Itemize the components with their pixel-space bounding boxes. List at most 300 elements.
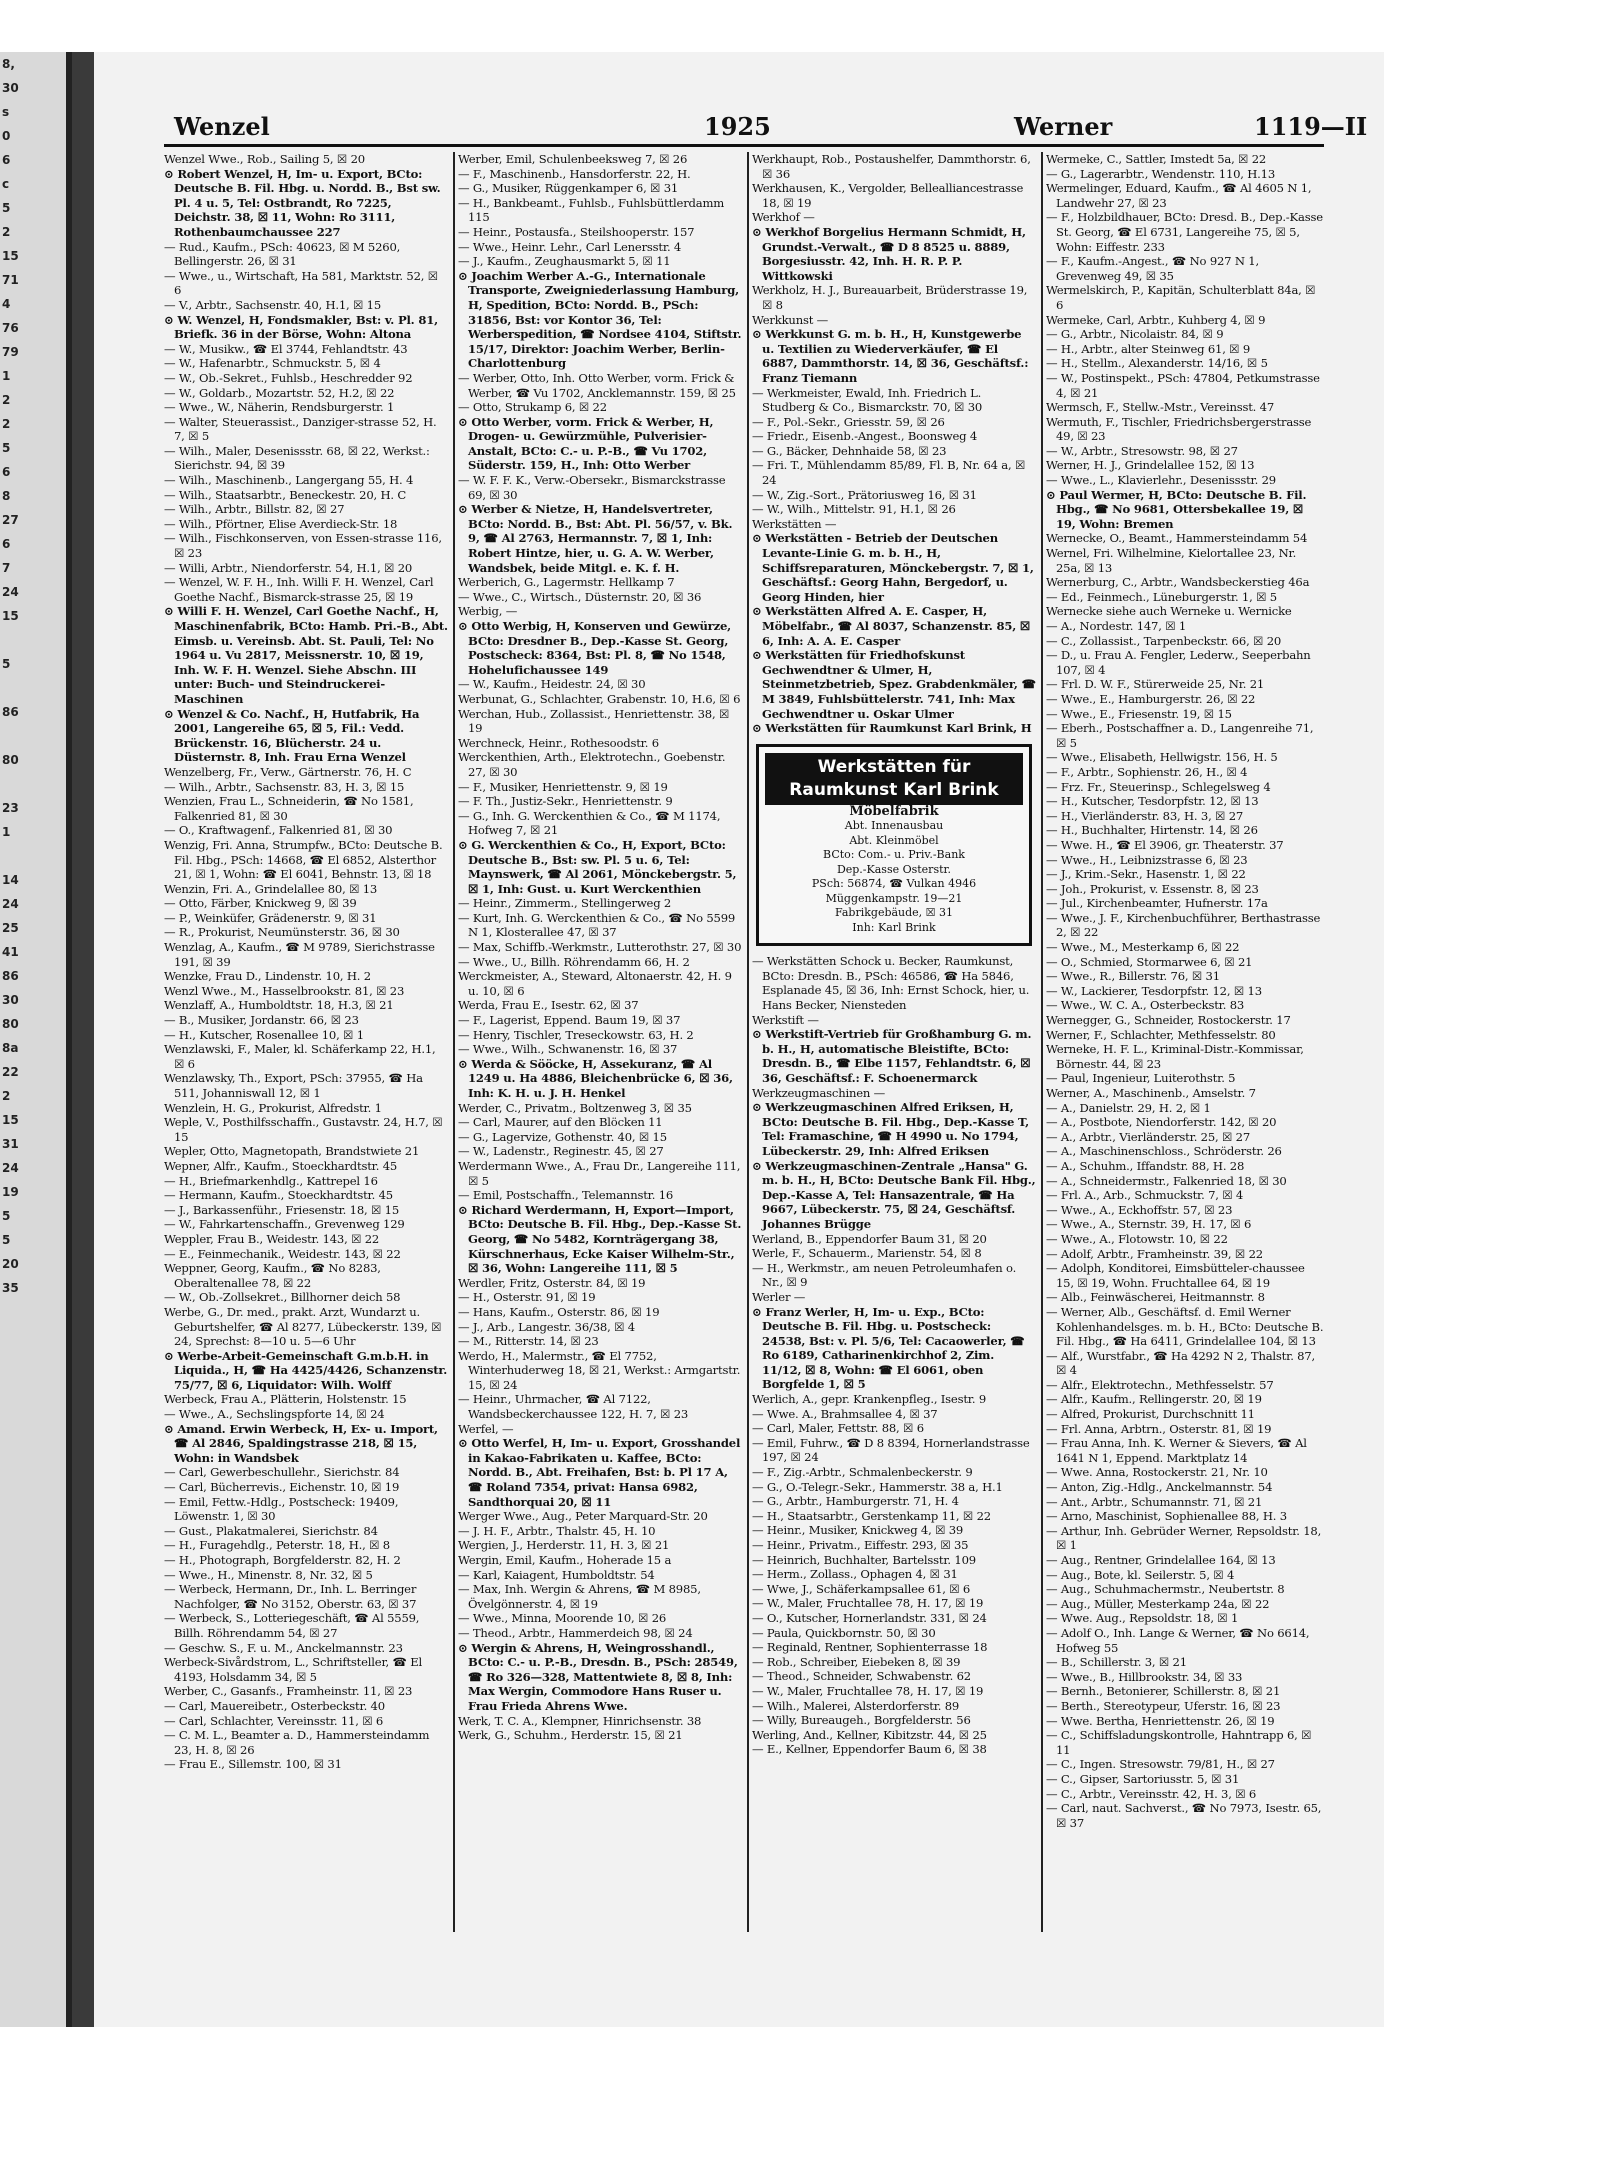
directory-entry: — B., Musiker, Jordanstr. 66, ☒ 23 [164, 1013, 359, 1028]
directory-entry: ⊙ Werkkunst G. m. b. H., H, Kunstgewerbe u. Textilien zu Wiederverkäufer, ☎ El 6887, Dammthorstr. 14, ☒ 36, Geschäftsf.: Franz Tiemann [752, 327, 1029, 385]
directory-entry: — H., Photograph, Borgfelderstr. 82, H. 2 [164, 1553, 401, 1567]
directory-column-4 [1046, 152, 1324, 1932]
directory-entry: — H., Vierländerstr. 83, H. 3, ☒ 27 [1046, 808, 1244, 823]
adjacent-page-fragment [0, 724, 66, 748]
directory-entry: — W., Maler, Fruchtallee 78, H. 17, ☒ 19 [752, 1596, 984, 1611]
directory-entry: — W., Hafenarbtr., Schmuckstr. 5, ☒ 4 [164, 356, 381, 371]
directory-entry: Wernecke, O., Beamt., Hammersteindamm 54 [1046, 531, 1308, 546]
directory-entry: — Werbeck, Hermann, Dr., Inh. L. Berringer Nachfolger, ☎ No 3152, Oberstr. 63, ☒ 37 [164, 1582, 417, 1611]
directory-entry: — Alfr., Elektrotechn., Methfesselstr. 57 [1046, 1377, 1274, 1392]
directory-entry: — D., u. Frau A. Fengler, Lederw., Seeperbahn 107, ☒ 4 [1046, 648, 1311, 677]
adjacent-page-fragment: 1 [2, 369, 11, 383]
directory-entry: — Heinr., Uhrmacher, ☎ Al 7122, Wandsbeckerchaussee 122, H. 7, ☒ 23 [458, 1392, 689, 1422]
directory-entry: — H., Kutscher, Rosenallee 10, ☒ 1 [164, 1027, 364, 1042]
directory-entry: Werner, F., Schlachter, Methfesselstr. 80 [1046, 1027, 1276, 1042]
adjacent-page-fragment: 6 [2, 465, 11, 479]
directory-entry: — J., Barkassenführ., Friesenstr. 18, ☒ 15 [164, 1202, 400, 1217]
directory-entry: Wenzig, Fri. Anna, Strumpfw., BCto: Deutsche B. Fil. Hbg., PSch: 14668, ☎ El 6852, Alsterthor 21, ☒ 1, Wohn: ☎ El 6041, Behnstr. 13, ☒ 18 [164, 837, 443, 882]
directory-entry: Wernegger, G., Schneider, Rostockerstr. 17 [1046, 1013, 1291, 1028]
adjacent-page-fragment [0, 772, 66, 796]
directory-entry: — Heinr., Postausfa., Steilshooperstr. 157 [458, 224, 695, 239]
directory-entry: — V., Arbtr., Sachsenstr. 40, H.1, ☒ 15 [164, 297, 382, 312]
directory-entry: — Adolf, Arbtr., Framheinstr. 39, ☒ 22 [1046, 1246, 1263, 1261]
directory-entry: — H., Kutscher, Tesdorpfstr. 12, ☒ 13 [1046, 794, 1259, 809]
directory-entry: ⊙ Richard Werdermann, H, Export—Import, BCto: Deutsche B. Fil. Hbg., Dep.-Kasse St. Georg, ☎ No 5482, Kornträgergang 38, Kürschnerhaus, Ecke Kaiser Wilhelm-Str., ☒ 36, Wohn: Langereihe 111, ☒ 5 [458, 1202, 742, 1276]
directory-entry: Wermsch, F., Stellw.-Mstr., Vereinsst. 47 [1046, 400, 1275, 415]
adjacent-page-fragment: 23 [2, 801, 19, 815]
directory-entry: Weppler, Frau B., Weidestr. 143, ☒ 22 [164, 1231, 380, 1246]
directory-entry: — Heinrich, Buchhalter, Bartelsstr. 109 [752, 1552, 976, 1567]
directory-entry: — H., Furagehdlg., Peterstr. 18, H., ☒ 8 [164, 1538, 390, 1553]
directory-entry: Werle, F., Schauerm., Marienstr. 54, ☒ 8 [752, 1246, 982, 1261]
directory-entry: — Wilh., Staatsarbtr., Beneckestr. 20, H. C [164, 487, 407, 502]
directory-entry: — Rud., Kaufm., PSch: 40623, ☒ M 5260, Bellingerstr. 26, ☒ 31 [164, 239, 401, 269]
directory-entry: — Emil, Postschaffn., Telemannstr. 16 [458, 1188, 674, 1203]
adjacent-page-fragment: 5 [2, 201, 11, 215]
directory-entry: — Werkstätten Schock u. Becker, Raumkunst, BCto: Dresdn. B., PSch: 46586, ☎ Ha 5846, Esplanade 45, ☒ 36, Inh: Ernst Schock, hier, u. Hans Becker, Niensteden [752, 954, 1030, 1013]
directory-entry: — Carl, Schlachter, Vereinsstr. 11, ☒ 6 [164, 1713, 384, 1728]
directory-entry: — Eberh., Postschaffner a. D., Langenreihe 71, ☒ 5 [1046, 721, 1314, 750]
directory-entry: Werber, Emil, Schulenbeeksweg 7, ☒ 26 [458, 152, 688, 166]
directory-entry: Werfel, — [458, 1421, 514, 1436]
directory-entry: — Wilh., Malerei, Alsterdorferstr. 89 [752, 1698, 960, 1713]
directory-entry: — Wilh., Fischkonserven, von Essen-strasse 116, ☒ 23 [164, 531, 442, 561]
adjacent-page-fragment: 1 [2, 825, 11, 839]
directory-entry: ⊙ Wergin & Ahrens, H, Weingrosshandl., BCto: C.- u. P.-B., Dresdn. B., PSch: 28549, ☎ Ro 326—328, Mattentwiete 8, ☒ 8, Inh: Max Wergin, Commodore Hans Ruser u. Frau Frieda Ahrens Wwe. [458, 1640, 738, 1713]
directory-entry: — A., Danielstr. 29, H. 2, ☒ 1 [1046, 1100, 1211, 1115]
directory-entry: — Wilh., Pförtner, Elise Averdieck-Str. 18 [164, 516, 398, 531]
directory-entry: — F., Musiker, Henriettenstr. 9, ☒ 19 [458, 779, 668, 794]
directory-entry: Werner, A., Maschinenb., Amselstr. 7 [1046, 1086, 1256, 1100]
directory-entry: — C., Schiffsladungskontrolle, Hahntrapp 6, ☒ 11 [1046, 1728, 1312, 1757]
directory-entry: Wergien, J., Herderstr. 11, H. 3, ☒ 21 [458, 1538, 670, 1553]
directory-entry: Wenzlaff, A., Humboldtstr. 18, H.3, ☒ 21 [164, 998, 394, 1013]
directory-entry: — Wwe. H., ☎ El 3906, gr. Theaterstr. 37 [1046, 837, 1284, 852]
directory-entry: — Henry, Tischler, Treseckowstr. 63, H. 2 [458, 1027, 694, 1042]
directory-entry: — Karl, Kaiagent, Humboldtstr. 54 [458, 1567, 655, 1582]
directory-entry: — A., Maschinenschloss., Schröderstr. 26 [1046, 1144, 1282, 1159]
directory-entry: — Carl, Maler, Fettstr. 88, ☒ 6 [752, 1421, 924, 1436]
directory-entry: — Alf., Wurstfabr., ☎ Ha 4292 N 2, Thalstr. 87, ☒ 4 [1046, 1348, 1316, 1378]
adjacent-page-fragment: 31 [2, 1137, 19, 1151]
directory-entry: — Wwe., H., Leibnizstrasse 6, ☒ 23 [1046, 852, 1248, 867]
directory-entry: Werdler, Fritz, Osterstr. 84, ☒ 19 [458, 1275, 646, 1290]
directory-entry: — Carl, Gewerbeschullehr., Sierichstr. 84 [164, 1465, 400, 1480]
directory-entry: — Wwe., B., Hillbrookstr. 34, ☒ 33 [1046, 1669, 1243, 1684]
directory-entry: ⊙ Wenzel & Co. Nachf., H, Hutfabrik, Ha 2001, Langereihe 65, ☒ 5, Fil.: Vedd. Brückenstr. 16, Blücherstr. 24 u. Düsternstr. 8, Inh. Frau Erna Wenzel [164, 706, 420, 765]
directory-entry: ⊙ Otto Werbig, H, Konserven und Gewürze, BCto: Dresdner B., Dep.-Kasse St. Georg, Postscheck: 8364, Bst: Pl. 8, ☎ No 1548, Hohelufichaussee 149 [458, 619, 731, 677]
directory-entry: Werbig, — [458, 604, 518, 619]
directory-entry: Wenzin, Fri. A., Grindelallee 80, ☒ 13 [164, 881, 378, 896]
directory-entry: ⊙ Werkstätten Alfred A. E. Casper, H, Möbelfabr., ☎ Al 8037, Schanzenstr. 85, ☒ 6, Inh: A. A. E. Casper [752, 604, 1031, 648]
directory-entry: — Wwe., W., Näherin, Rendsburgerstr. 1 [164, 400, 395, 415]
directory-entry: — J., Arb., Langestr. 36/38, ☒ 4 [458, 1319, 635, 1334]
directory-entry: — Aug., Schuhmachermstr., Neubertstr. 8 [1046, 1582, 1285, 1597]
directory-entry: — Friedr., Eisenb.-Angest., Boonsweg 4 [752, 429, 978, 444]
directory-entry: — Adolf O., Inh. Lange & Werner, ☎ No 6614, Hofweg 55 [1046, 1625, 1310, 1655]
directory-entry: — Rob., Schreiber, Eiebeken 8, ☒ 39 [752, 1654, 961, 1669]
directory-entry: — Walter, Steuerassist., Danziger-strasse 52, H. 7, ☒ 5 [164, 414, 437, 444]
directory-entry: — W., Zig.-Sort., Prätoriusweg 16, ☒ 31 [752, 487, 977, 502]
directory-columns [164, 152, 1324, 1932]
directory-entry: — Otto, Färber, Knickweg 9, ☒ 39 [164, 896, 357, 911]
directory-entry: — Wilh., Arbtr., Billstr. 82, ☒ 27 [164, 502, 345, 517]
directory-entry: ⊙ Willi F. H. Wenzel, Carl Goethe Nachf., H, Maschinenfabrik, BCto: Hamb. Pri.-B., Abt. Eimsb. u. Vereinsb. Abt. St. Pauli, Tel: No 1964 u. Vu 2817, Meissnerstr. 10, ☒ 19, Inh. W. F. H. Wenzel. Siehe Abschn. III unter: Buch- und Steindruckerei-Maschinen [164, 604, 448, 706]
directory-entry: — Wwe. Aug., Repsoldstr. 18, ☒ 1 [1046, 1611, 1239, 1626]
column-3-entries-bottom [752, 954, 1036, 1757]
directory-entry: Werk, T. C. A., Klempner, Hinrichsenstr. 38 [458, 1713, 702, 1728]
adjacent-page-fragment: 24 [2, 1161, 19, 1175]
directory-entry: — E., Feinmechanik., Weidestr. 143, ☒ 22 [164, 1246, 401, 1261]
adjacent-page-fragment: 7 [2, 561, 11, 575]
adjacent-page-fragment: 14 [2, 873, 19, 887]
directory-entry: — Wwe., u., Wirtschaft, Ha 581, Marktstr. 52, ☒ 6 [164, 268, 438, 298]
directory-entry: — Hans, Kaufm., Osterstr. 86, ☒ 19 [458, 1304, 660, 1319]
adjacent-page-fragment: 2 [2, 393, 11, 407]
directory-entry: — Berth., Stereotypeur, Uferstr. 16, ☒ 23 [1046, 1698, 1281, 1713]
directory-entry: Werger Wwe., Aug., Peter Marquard-Str. 20 [458, 1509, 708, 1524]
advertisement-line: Abt. Innenausbau [844, 819, 944, 833]
directory-entry: — M., Ritterstr. 14, ☒ 23 [458, 1334, 599, 1349]
directory-entry: — W. F. F. K., Verw.-Obersekr., Bismarckstrasse 69, ☒ 30 [458, 473, 726, 502]
directory-entry: — A., Schuhm., Iffandstr. 88, H. 28 [1046, 1158, 1245, 1173]
directory-entry: — W., Musikw., ☎ El 3744, Fehlandtstr. 43 [164, 341, 408, 356]
directory-entry: Werchneck, Heinr., Rothesoodstr. 6 [458, 735, 659, 750]
directory-entry: Werkkunst — [752, 312, 829, 327]
directory-entry: — H., Buchhalter, Hirtenstr. 14, ☒ 26 [1046, 823, 1258, 838]
directory-entry: — Werner, Alb., Geschäftsf. d. Emil Werner Kohlenhandelsges. m. b. H., BCto: Deutsche B. Fil. Hbg., ☎ Ha 6411, Grindelallee 104, ☒ 13 [1046, 1304, 1324, 1349]
directory-entry: — Wwe., R., Billerstr. 76, ☒ 31 [1046, 969, 1220, 984]
adjacent-page-fragment: 86 [2, 705, 19, 719]
directory-entry: Werlich, A., gepr. Krankenpfleg., Isestr. 9 [752, 1392, 987, 1407]
directory-entry: — Frl. A., Arb., Schmuckstr. 7, ☒ 4 [1046, 1188, 1244, 1203]
adjacent-page-fragment: 6 [2, 153, 11, 167]
header-page-number: 1119—II [1254, 112, 1368, 141]
adjacent-page-fragment: 8, [2, 57, 15, 71]
directory-entry: Wernel, Fri. Wilhelmine, Kielortallee 23, Nr. 25a, ☒ 13 [1046, 546, 1297, 575]
directory-entry: ⊙ Otto Werfel, H, Im- u. Export, Grosshandel in Kakao-Fabrikaten u. Kaffee, BCto: Nordd. B., Abt. Freihafen, Bst: b. Pl 17 A, ☎ Roland 7354, privat: Hansa 6982, Sandthorquai 20, ☒ 11 [458, 1436, 741, 1509]
column-divider [453, 152, 455, 1932]
directory-entry: — O., Kraftwagenf., Falkenried 81, ☒ 30 [164, 823, 393, 838]
directory-entry: — Wwe. Anna, Rostockerstr. 21, Nr. 10 [1046, 1465, 1268, 1480]
advertisement-line: Inh: Karl Brink [852, 920, 936, 934]
advertisement-lines [765, 805, 1023, 936]
directory-entry: — Joh., Prokurist, v. Essenstr. 8, ☒ 23 [1046, 881, 1259, 896]
adjacent-page-fragment: 6 [2, 537, 11, 551]
directory-entry: — Wwe., Heinr. Lehr., Carl Lenersstr. 4 [458, 239, 682, 254]
adjacent-page-fragment: 15 [2, 1113, 19, 1127]
directory-entry: — Wenzel, W. F. H., Inh. Willi F. H. Wenzel, Carl Goethe Nachf., Bismarck-strasse 25, ☒ 19 [164, 575, 434, 604]
directory-entry: — Gust., Plakatmalerei, Sierichstr. 84 [164, 1523, 378, 1538]
directory-entry: — Ant., Arbtr., Schumannstr. 71, ☒ 21 [1046, 1494, 1263, 1509]
directory-entry: Wepler, Otto, Magnetopath, Brandstwiete 21 [164, 1144, 420, 1159]
directory-entry: — Arthur, Inh. Gebrüder Werner, Repsoldstr. 18, ☒ 1 [1046, 1523, 1322, 1553]
directory-entry: — C., Ingen. Stresowstr. 79/81, H., ☒ 27 [1046, 1757, 1275, 1772]
adjacent-page-edge [0, 52, 72, 2027]
directory-entry: Werner, H. J., Grindelallee 152, ☒ 13 [1046, 458, 1255, 473]
header-last-name: Werner [1014, 112, 1113, 141]
directory-entry: — Emil, Fettw.-Hdlg., Postscheck: 19409, Löwenstr. 1, ☒ 30 [164, 1494, 399, 1524]
directory-entry: Werkhaupt, Rob., Postaushelfer, Dammthorstr. 6, ☒ 36 [752, 152, 1031, 181]
directory-entry: Wermuth, F., Tischler, Friedrichsbergerstrasse 49, ☒ 23 [1046, 414, 1312, 444]
directory-entry: — Jul., Kirchenbeamter, Hufnerstr. 17a [1046, 896, 1268, 911]
directory-entry: Werneke, H. F. L., Kriminal-Distr.-Kommissar, Börnestr. 44, ☒ 23 [1046, 1042, 1304, 1071]
directory-entry: — Adolph, Konditorei, Eimsbütteler-chaussee 15, ☒ 19, Wohn. Fruchtallee 64, ☒ 19 [1046, 1261, 1305, 1290]
directory-entry: Werdo, H., Malermstr., ☎ El 7752, Winterhuderweg 18, ☒ 21, Werkst.: Armgartstr. 15, ☒ 24 [458, 1348, 741, 1392]
directory-entry: Wernerburg, C., Arbtr., Wandsbeckerstieg 46a [1046, 575, 1310, 590]
directory-entry: — J. H. F., Arbtr., Thalstr. 45, H. 10 [458, 1523, 656, 1538]
directory-entry: — Wwe., J. F., Kirchenbuchführer, Berthastrasse 2, ☒ 22 [1046, 910, 1321, 940]
directory-entry: — F., Holzbildhauer, BCto: Dresd. B., Dep.-Kasse St. Georg, ☎ El 6731, Langereihe 75, ☒ 5, Wohn: Eiffestr. 233 [1046, 210, 1323, 254]
directory-entry: — Emil, Fuhrw., ☎ D 8 8394, Hornerlandstrasse 197, ☒ 24 [752, 1435, 1030, 1465]
directory-entry: ⊙ Werda & Sööcke, H, Assekuranz, ☎ Al 1249 u. Ha 4886, Bleichenbrücke 6, ☒ 36, Inh: K. H. u. J. H. Henkel [458, 1056, 733, 1100]
directory-entry: ⊙ Werbe-Arbeit-Gemeinschaft G.m.b.H. in Liquida., H, ☎ Ha 4425/4426, Schanzenstr. 75/77, ☒ 6, Liquidator: Wilh. Wolff [164, 1348, 448, 1392]
directory-entry: — Reginald, Rentner, Sophienterrasse 18 [752, 1640, 988, 1655]
directory-entry: Werk, G., Schuhm., Herderstr. 15, ☒ 21 [458, 1728, 683, 1743]
directory-entry: — Herm., Zollass., Ophagen 4, ☒ 31 [752, 1567, 958, 1582]
directory-entry: — Aug., Bote, kl. Seilerstr. 5, ☒ 4 [1046, 1567, 1235, 1582]
directory-entry: — F., Zig.-Arbtr., Schmalenbeckerstr. 9 [752, 1465, 973, 1480]
directory-entry: — Wwe., L., Klavierlehr., Desenissstr. 29 [1046, 473, 1276, 488]
directory-entry: — W., Lackierer, Tesdorpfstr. 12, ☒ 13 [1046, 983, 1262, 998]
directory-entry: — W., Goldarb., Mozartstr. 52, H.2, ☒ 22 [164, 385, 395, 400]
directory-entry: — F., Pol.-Sekr., Griesstr. 59, ☒ 26 [752, 414, 945, 429]
directory-entry: — W., Maler, Fruchtallee 78, H. 17, ☒ 19 [752, 1683, 984, 1698]
adjacent-page-fragment: 0 [2, 129, 11, 143]
directory-entry: — W., Wilh., Mittelstr. 91, H.1, ☒ 26 [752, 502, 956, 517]
directory-entry: Werkholz, H. J., Bureauarbeit, Brüderstrasse 19, ☒ 8 [752, 283, 1028, 312]
directory-entry: — Wwe., A., Sternstr. 39, H. 17, ☒ 6 [1046, 1217, 1252, 1232]
directory-entry: Wenzl Wwe., M., Hasselbrookstr. 81, ☒ 23 [164, 983, 405, 998]
adjacent-page-fragment: 24 [2, 585, 19, 599]
directory-entry: — Anton, Zig.-Hdlg., Anckelmannstr. 54 [1046, 1480, 1273, 1495]
directory-entry: — W., Ob.-Zollsekret., Billhorner deich 58 [164, 1290, 401, 1305]
directory-entry: Wenzelberg, Fr., Verw., Gärtnerstr. 76, H. C [164, 764, 412, 779]
directory-entry: Wernecke siehe auch Werneke u. Wernicke [1046, 604, 1292, 619]
directory-entry: Werler — [752, 1289, 806, 1304]
column-3-entries-top [752, 152, 1036, 736]
header-first-name: Wenzel [174, 112, 270, 141]
directory-entry: — O., Schmied, Stormarwee 6, ☒ 21 [1046, 954, 1253, 969]
adjacent-page-fragment: 22 [2, 1065, 19, 1079]
directory-entry: — Fri. T., Mühlendamm 85/89, Fl. B, Nr. 64 a, ☒ 24 [752, 458, 1026, 488]
directory-entry: — Willy, Bureaugeh., Borgfelderstr. 56 [752, 1713, 971, 1728]
directory-entry: — Max, Inh. Wergin & Ahrens, ☎ M 8985, Övelgönnerstr. 4, ☒ 19 [458, 1582, 701, 1611]
directory-entry: — Werbeck, S., Lotteriegeschäft, ☎ Al 5559, Billh. Röhrendamm 54, ☒ 27 [164, 1611, 420, 1640]
directory-entry: Weppner, Georg, Kaufm., ☎ No 8283, Oberaltenallee 78, ☒ 22 [164, 1261, 381, 1290]
directory-entry: — J., Krim.-Sekr., Hasenstr. 1, ☒ 22 [1046, 867, 1246, 882]
column-divider [1041, 152, 1043, 1932]
directory-entry: — H., Bankbeamt., Fuhlsb., Fuhlsbüttlerdamm 115 [458, 195, 725, 225]
directory-entry: Werbeck-Sivårdstrom, L., Schriftsteller, ☎ El 4193, Holsdamm 34, ☒ 5 [164, 1655, 423, 1684]
directory-entry: — Ed., Feinmech., Lüneburgerstr. 1, ☒ 5 [1046, 589, 1277, 604]
directory-entry: — A., Arbtr., Vierländerstr. 25, ☒ 27 [1046, 1129, 1251, 1144]
directory-entry: Werkstift — [752, 1012, 819, 1027]
adjacent-page-fragment [0, 676, 66, 700]
directory-entry: — G., Lagervize, Gothenstr. 40, ☒ 15 [458, 1129, 667, 1144]
directory-entry: — G., Musiker, Rüggenkamper 6, ☒ 31 [458, 181, 679, 196]
directory-entry: — Carl, Maurer, auf den Blöcken 11 [458, 1115, 663, 1130]
adjacent-page-fragment: 24 [2, 897, 19, 911]
directory-entry: — F., Lagerist, Eppend. Baum 19, ☒ 37 [458, 1013, 681, 1028]
advertisement-box [756, 744, 1032, 947]
directory-entry: — Frz. Fr., Steuerinsp., Schlegelsweg 4 [1046, 779, 1271, 794]
directory-entry: — Wwe., Wilh., Schwanenstr. 16, ☒ 37 [458, 1042, 678, 1057]
directory-entry: — Wwe., E., Friesenstr. 19, ☒ 15 [1046, 706, 1232, 721]
directory-entry: ⊙ Werkstift-Vertrieb für Großhamburg G. m. b. H., H, automatische Bleistifte, BCto: Dresdn. B., ☎ Elbe 1157, Fehlandtstr. 6, ☒ 36, Geschäftsf.: F. Schoenermarck [752, 1027, 1032, 1085]
directory-entry: Wermelskirch, P., Kapitän, Schulterblatt 84a, ☒ 6 [1046, 283, 1316, 312]
directory-entry: — F., Maschinenb., Hansdorferstr. 22, H. [458, 166, 691, 181]
directory-entry: — A., Nordestr. 147, ☒ 1 [1046, 619, 1187, 633]
directory-entry: — F., Kaufm.-Angest., ☎ No 927 N 1, Grevenweg 49, ☒ 35 [1046, 254, 1259, 283]
directory-entry: — Kurt, Inh. G. Werckenthien & Co., ☎ No 5599 N 1, Klosterallee 47, ☒ 37 [458, 910, 736, 940]
directory-entry: — Wwe., H., Minenstr. 8, Nr. 32, ☒ 5 [164, 1567, 373, 1582]
directory-entry: ⊙ Werkhof Borgelius Hermann Schmidt, H, Grundst.-Verwalt., ☎ D 8 8525 u. 8889, Borgesiusstr. 42, Inh. H. R. P. P. Wittkowski [752, 224, 1026, 283]
directory-entry: — Frl. Anna, Arbtrn., Osterstr. 81, ☒ 19 [1046, 1421, 1272, 1436]
directory-entry: — H., Werkmstr., am neuen Petroleumhafen o. Nr., ☒ 9 [752, 1260, 1017, 1290]
directory-entry: — Alb., Feinwäscherei, Heitmannstr. 8 [1046, 1290, 1265, 1305]
directory-entry: Werdermann Wwe., A., Frau Dr., Langereihe 111, ☒ 5 [458, 1158, 741, 1188]
directory-entry: — C., Zollassist., Tarpenbeckstr. 66, ☒ 20 [1046, 633, 1282, 648]
column-divider [747, 152, 749, 1932]
directory-entry: — Wwe, J., Schäferkampsallee 61, ☒ 6 [752, 1581, 971, 1596]
directory-entry: — W., Fahrkartenschaffn., Grevenweg 129 [164, 1217, 405, 1232]
directory-entry: ⊙ Werkstätten - Betrieb der Deutschen Levante-Linie G. m. b. H., H, Schiffsreparaturen, Mönckebergstr. 7, ☒ 1, Geschäftsf.: Georg Hahn, Bergedorf, u. Georg Hinden, hier [752, 531, 1034, 604]
directory-entry: Werland, B., Eppendorfer Baum 31, ☒ 20 [752, 1231, 987, 1246]
directory-entry: — G., Inh. G. Werckenthien & Co., ☎ M 1174, Hofweg 7, ☒ 21 [458, 808, 721, 838]
adjacent-page-fragment [0, 628, 66, 652]
adjacent-page-fragment: 15 [2, 249, 19, 263]
advertisement-line: Abt. Kleinmöbel [849, 833, 939, 847]
adjacent-page-fragment: 4 [2, 297, 11, 311]
directory-entry: Wepner, Alfr., Kaufm., Stoeckhardtstr. 45 [164, 1158, 398, 1173]
directory-entry: ⊙ Werkzeugmaschinen-Zentrale „Hansa" G. m. b. H., H, BCto: Deutsche Bank Fil. Hbg., Dep.-Kasse A, Tel: Hansazentrale, ☎ Ha 9667, Lübeckerstr. 75, ☒ 24, Geschäftsf. Johannes Brügge [752, 1158, 1036, 1231]
directory-column-3 [752, 152, 1036, 1932]
directory-entry: — Wwe., Elisabeth, Hellwigstr. 156, H. 5 [1046, 750, 1278, 765]
directory-entry: Werling, And., Kellner, Kibitzstr. 44, ☒ 25 [752, 1727, 987, 1742]
adjacent-page-fragment: 2 [2, 417, 11, 431]
directory-entry: — E., Kellner, Eppendorfer Baum 6, ☒ 38 [752, 1742, 987, 1757]
directory-entry: — Alfred, Prokurist, Durchschnitt 11 [1046, 1407, 1255, 1422]
directory-entry: — Wwe., M., Mesterkamp 6, ☒ 22 [1046, 940, 1240, 955]
adjacent-page-fragment: s [2, 105, 10, 119]
directory-entry: — Heinr., Zimmerm., Stellingerweg 2 [458, 896, 672, 911]
directory-entry: — Geschw. S., F. u. M., Anckelmannstr. 23 [164, 1640, 403, 1655]
directory-entry: — Wilh., Maschinenb., Langergang 55, H. 4 [164, 473, 414, 488]
adjacent-page-fragment: 80 [2, 1017, 19, 1031]
directory-entry: Werber, C., Gasanfs., Framheinstr. 11, ☒ 23 [164, 1684, 413, 1699]
directory-entry: ⊙ Werber & Nietze, H, Handelsvertreter, BCto: Nordd. B., Bst: Abt. Pl. 56/57, v. Bk. 9, ☎ Al 2763, Hermannstr. 7, ☒ 1, Inh: Robert Hintze, hier, u. G. A. W. Werber, Wandsbek, beide Mitgl. e. K. f. H. [458, 502, 733, 575]
directory-entry: — Wilh., Arbtr., Sachsenstr. 83, H. 3, ☒ 15 [164, 779, 405, 794]
directory-entry: — Wwe., W. C. A., Osterbeckstr. 83 [1046, 998, 1245, 1013]
directory-entry: Wenzlein, H. G., Prokurist, Alfredstr. 1 [164, 1100, 382, 1115]
adjacent-page-fragment: 19 [2, 1185, 19, 1199]
directory-entry: — Wwe., A., Flotowstr. 10, ☒ 22 [1046, 1231, 1228, 1246]
directory-entry: — Carl, Bücherrevis., Eichenstr. 10, ☒ 19 [164, 1480, 400, 1495]
directory-entry: Wermelinger, Eduard, Kaufm., ☎ Al 4605 N 1, Landwehr 27, ☒ 23 [1046, 181, 1312, 210]
directory-entry: — Arno, Maschinist, Sophienallee 88, H. 3 [1046, 1509, 1287, 1524]
directory-entry: — O., Kutscher, Hornerlandstr. 331, ☒ 24 [752, 1610, 987, 1625]
directory-entry: ⊙ Otto Werber, vorm. Frick & Werber, H, Drogen- u. Gewürzmühle, Pulverisier-Anstalt, BCto: C.- u. P.-B., ☎ Vu 1702, Süderstr. 159, H., Inh: Otto Werber [458, 414, 714, 473]
directory-entry: — G., Lagerarbtr., Wendenstr. 110, H.13 [1046, 166, 1276, 181]
directory-column-2 [458, 152, 742, 1932]
directory-entry: — Aug., Müller, Mesterkamp 24a, ☒ 22 [1046, 1596, 1270, 1611]
directory-entry: Wenzlawski, F., Maler, kl. Schäferkamp 22, H.1, ☒ 6 [164, 1042, 436, 1071]
adjacent-page-fragment: 35 [2, 1281, 19, 1295]
directory-entry: Werkstätten — [752, 516, 837, 531]
directory-entry: Werckmeister, A., Steward, Altonaerstr. 42, H. 9 u. 10, ☒ 6 [458, 969, 732, 998]
directory-entry: — Wwe., C., Wirtsch., Düsternstr. 20, ☒ 36 [458, 589, 702, 604]
directory-entry: Werckenthien, Arth., Elektrotechn., Goebenstr. 27, ☒ 30 [458, 750, 726, 779]
advertisement-line: Müggenkampstr. 19—21 [825, 891, 963, 905]
directory-entry: — Carl, Mauereibetr., Osterbeckstr. 40 [164, 1698, 385, 1713]
directory-entry: — A., Schneidermstr., Falkenried 18, ☒ 30 [1046, 1173, 1287, 1188]
directory-entry: ⊙ Joachim Werber A.-G., Internationale Transporte, Zweigniederlassung Hamburg, H, Spedition, BCto: Nordd. B., PSch: 31856, Bst: vor Kontor 36, Tel: Werberspedition, ☎ Nordsee 4104, Stiftstr. 15/17, Direktor: Joachim Werber, Berlin-Charlottenburg [458, 268, 742, 371]
adjacent-page-fragment: 30 [2, 993, 19, 1007]
adjacent-page-fragment: 20 [2, 1257, 19, 1271]
directory-entry: — Max, Schiffb.-Werkmstr., Lutterothstr. 27, ☒ 30 [458, 940, 742, 955]
directory-entry: — Wwe., Minna, Moorende 10, ☒ 26 [458, 1611, 667, 1626]
directory-entry: — Werber, Otto, Inh. Otto Werber, vorm. Frick & Werber, ☎ Vu 1702, Ancklemannstr. 159, ☒ 25 [458, 370, 736, 400]
adjacent-page-fragment: 76 [2, 321, 19, 335]
directory-entry: — W., Ob.-Sekret., Fuhlsb., Heschredder 92 [164, 370, 413, 385]
directory-entry: Wenzlag, A., Kaufm., ☎ M 9789, Sierichstrasse 191, ☒ 39 [164, 940, 435, 969]
directory-entry: Werkzeugmaschinen — [752, 1085, 886, 1100]
directory-entry: Werda, Frau E., Isestr. 62, ☒ 37 [458, 998, 639, 1013]
directory-entry: Wenzien, Frau L., Schneiderin, ☎ No 1581, Falkenried 81, ☒ 30 [164, 794, 414, 823]
directory-entry: Wenzke, Frau D., Lindenstr. 10, H. 2 [164, 969, 371, 984]
adjacent-page-fragment: 15 [2, 609, 19, 623]
directory-entry: — Wwe., E., Hamburgerstr. 26, ☒ 22 [1046, 691, 1256, 706]
page-header [164, 108, 1368, 147]
adjacent-page-fragment: 79 [2, 345, 19, 359]
directory-entry: — Bernh., Betonierer, Schillerstr. 8, ☒ 21 [1046, 1684, 1281, 1699]
directory-entry: — Wwe., A., Sechslingspforte 14, ☒ 24 [164, 1407, 385, 1422]
adjacent-page-fragment: 5 [2, 1233, 11, 1247]
adjacent-page-fragment: 71 [2, 273, 19, 287]
directory-entry: — Frau Anna, Inh. K. Werner & Sievers, ☎ Al 1641 N 1, Eppend. Marktplatz 14 [1046, 1436, 1307, 1465]
directory-entry: — B., Schillerstr. 3, ☒ 21 [1046, 1655, 1187, 1670]
directory-entry: — G., Arbtr., Nicolaistr. 84, ☒ 9 [1046, 327, 1224, 342]
directory-entry: Wenzel Wwe., Rob., Sailing 5, ☒ 20 [164, 152, 365, 166]
directory-entry: — H., Osterstr. 91, ☒ 19 [458, 1290, 596, 1305]
adjacent-page-fragment: 5 [2, 1209, 11, 1223]
directory-entry: — Werkmeister, Ewald, Inh. Friedrich L. Studberg & Co., Bismarckstr. 70, ☒ 30 [752, 385, 983, 415]
directory-entry: — H., Staatsarbtr., Gerstenkamp 11, ☒ 22 [752, 1508, 991, 1523]
directory-entry: ⊙ Werkzeugmaschinen Alfred Eriksen, H, BCto: Deutsche B. Fil. Hbg., Dep.-Kasse T, Tel: Framaschine, ☎ H 4990 u. No 1794, Lübeckerstr. 29, Inh: Alfred Eriksen [752, 1100, 1029, 1158]
directory-entry: — Frau E., Sillemstr. 100, ☒ 31 [164, 1757, 342, 1772]
directory-entry: — R., Prokurist, Neumünsterstr. 36, ☒ 30 [164, 925, 400, 940]
directory-entry: — Wwe., A., Eckhoffstr. 57, ☒ 23 [1046, 1202, 1233, 1217]
advertisement-line: Fabrikgebäude, ☒ 31 [834, 906, 954, 920]
directory-entry: ⊙ Franz Werler, H, Im- u. Exp., BCto: Deutsche B. Fil. Hbg. u. Postscheck: 24538, Bst: v. Pl. 5/6, Tel: Cacaowerler, ☎ Ro 6189, Catharinenkirchhof 2, Zim. 11/12, ☒ 8, Wohn: ☎ El 6061, oben Borgfelde 1, ☒ 5 [752, 1304, 1025, 1392]
directory-entry: ⊙ Paul Wermer, H, BCto: Deutsche B. Fil. Hbg., ☎ No 9681, Ottersbekallee 19, ☒ 19, Wohn: Bremen [1046, 487, 1307, 531]
directory-entry: Wermeke, Carl, Arbtr., Kuhberg 4, ☒ 9 [1046, 312, 1266, 327]
directory-entry: — C., Arbtr., Vereinsstr. 42, H. 3, ☒ 6 [1046, 1786, 1257, 1801]
book-gutter [72, 52, 94, 2027]
directory-entry: — Hermann, Kaufm., Stoeckhardtstr. 45 [164, 1188, 393, 1203]
adjacent-page-fragment: 2 [2, 225, 11, 239]
directory-entry: — Aug., Rentner, Grindelallee 164, ☒ 13 [1046, 1553, 1276, 1567]
directory-entry: — Heinr., Musiker, Knickweg 4, ☒ 39 [752, 1523, 964, 1538]
directory-column-1 [164, 152, 448, 1932]
directory-entry: — F. Th., Justiz-Sekr., Henriettenstr. 9 [458, 794, 673, 809]
directory-entry: — Carl, naut. Sachverst., ☎ No 7973, Isestr. 65, ☒ 37 [1046, 1801, 1322, 1830]
directory-entry: — G., Bäcker, Dehnhaide 58, ☒ 23 [752, 443, 947, 458]
advertisement-line: PSch: 56874, ☎ Vulkan 4946 [811, 877, 977, 891]
adjacent-page-fragment: 80 [2, 753, 19, 767]
directory-entry: ⊙ Werkstätten für Friedhofskunst Gechwendtner & Ulmer, H, Steinmetzbetrieb, Spez. Grabdenkmäler, ☎ M 3849, Fuhlsbüttelerstr. 741, Inh: Max Gechwendtner u. Oskar Ulmer [752, 648, 1036, 721]
